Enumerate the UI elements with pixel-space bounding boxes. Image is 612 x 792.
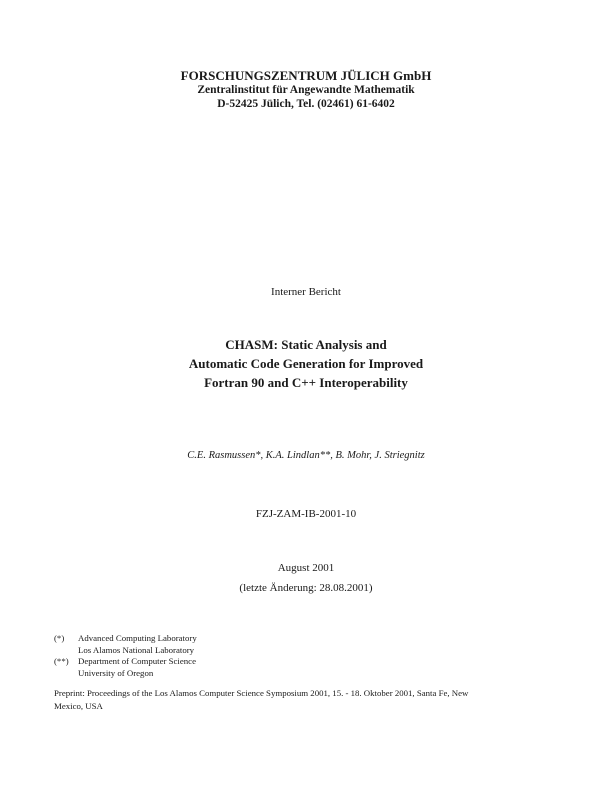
revision-date: (letzte Änderung: 28.08.2001) — [239, 582, 373, 594]
affiliation-line: Los Alamos National Laboratory — [78, 644, 195, 655]
affiliations — [54, 633, 197, 679]
affiliation-line: Advanced Computing Laboratory — [78, 633, 197, 643]
authors: C.E. Rasmussen*, K.A. Lindlan**, B. Mohr, J. Striegnitz — [187, 450, 425, 461]
report-number: FZJ-ZAM-IB-2001-10 — [255, 508, 357, 520]
affiliation-mark: (*) — [54, 633, 65, 643]
title-line-2: Automatic Code Generation for Improved — [188, 356, 424, 371]
affiliation-line: Department of Computer Science — [78, 656, 196, 667]
title-line-3: Fortran 90 and C++ Interoperability — [204, 375, 408, 390]
title-line-1: CHASM: Static Analysis and — [225, 337, 387, 352]
affiliation-2 — [54, 656, 197, 668]
affiliation-2-cont — [54, 668, 197, 680]
affiliation-1 — [54, 633, 197, 645]
report-type: Interner Bericht — [271, 286, 341, 298]
institution-name: FORSCHUNGSZENTRUM JÜLICH GmbH — [180, 68, 432, 83]
institution-subtitle: Zentralinstitut für Angewandte Mathematik — [197, 84, 415, 96]
affiliation-line: University of Oregon — [78, 667, 154, 678]
institution-address: D-52425 Jülich, Tel. (02461) 61-6402 — [217, 98, 395, 110]
affiliation-mark: (**) — [54, 656, 69, 667]
affiliation-1-cont — [54, 645, 197, 657]
report-date: August 2001 — [277, 562, 335, 574]
preprint-note: Preprint: Proceedings of the Los Alamos Computer Science Symposium 2001, 15. - 18. Oktober 2001, Santa Fe, New Mexico, USA — [54, 688, 469, 711]
